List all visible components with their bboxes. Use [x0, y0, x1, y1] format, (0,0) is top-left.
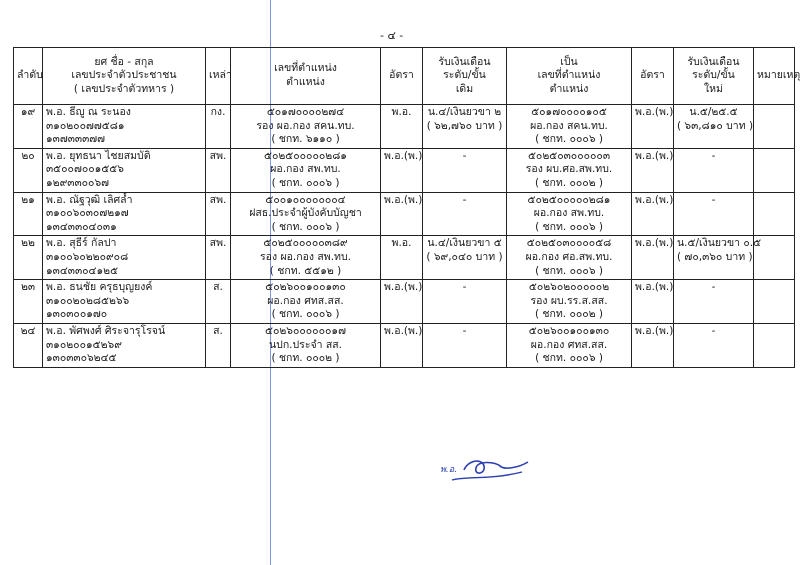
cell-new-position: ๕๐๒๕๐๓๐๐๐๐๕๘ ผอ.กอง ศอ.สพ.ทบ. ( ชกท. ๐๐๐๖ ) — [507, 236, 632, 280]
cell-position: ๕๐๑๗๐๐๐๐๒๗๔ รอง ผอ.กอง สคน.ทบ. ( ชกท. ๖๑๑๐ ) — [231, 105, 381, 149]
cell-no: ๒๐ — [14, 148, 43, 192]
header-old-salary: รับเงินเดือน ระดับ/ขั้น เดิม — [423, 48, 507, 105]
header-remark: หมายเหตุ — [754, 48, 795, 105]
cell-branch: สพ. — [206, 192, 231, 236]
cell-new-position: ๕๐๑๗๐๐๐๐๑๐๕ ผอ.กอง สคน.ทบ. ( ชกท. ๐๐๐๖ ) — [507, 105, 632, 149]
cell-branch: ส. — [206, 280, 231, 324]
cell-branch: กง. — [206, 105, 231, 149]
cell-position: ๕๐๒๖๐๐๑๐๐๑๓๐ ผอ.กอง ศทส.สส. ( ชกท. ๐๐๐๖ ) — [231, 280, 381, 324]
cell-no: ๒๒ — [14, 236, 43, 280]
cell-new-rate: พ.อ.(พ.) — [632, 236, 674, 280]
cell-new-salary: - — [674, 323, 754, 367]
cell-name: พ.อ. สุธีร์ กัลปา ๓๑๐๐๖๐๒๒๐๙๐๘ ๑๓๔๓๓๐๔๑๒๕ — [43, 236, 206, 280]
table-row — [14, 192, 795, 236]
cell-remark — [754, 148, 795, 192]
cell-new-salary: - — [674, 192, 754, 236]
header-no: ลำดับ — [14, 48, 43, 105]
cell-new-position: ๕๐๒๕๐๓๐๐๐๐๐๓ รอง ผบ.ศอ.สพ.ทบ. ( ชกท. ๐๐๐๒ ) — [507, 148, 632, 192]
cell-branch: ส. — [206, 323, 231, 367]
cell-new-rate: พ.อ.(พ.) — [632, 280, 674, 324]
header-position: เลขที่ตำแหน่ง ตำแหน่ง — [231, 48, 381, 105]
cell-name: พ.อ. ยุทธนา ไชยสมบัติ ๓๕๐๐๗๐๐๑๕๕๖ ๑๒๙๓๓๐๐๖๗ — [43, 148, 206, 192]
cell-new-rate: พ.อ.(พ.) — [632, 105, 674, 149]
cell-new-rate: พ.อ.(พ.) — [632, 323, 674, 367]
cell-position: ๕๐๐๑๐๐๐๐๐๐๐๔ ฝสธ.ประจำผู้บังคับบัญชา ( ชกท. ๐๐๐๖ ) — [231, 192, 381, 236]
header-new-salary: รับเงินเดือน ระดับ/ขั้น ใหม่ — [674, 48, 754, 105]
cell-new-salary: น.๕/๒๕.๕ ( ๖๓,๘๑๐ บาท ) — [674, 105, 754, 149]
cell-remark — [754, 323, 795, 367]
header-name: ยศ ชื่อ - สกุล เลขประจำตัวประชาชน ( เลขประจำตัวทหาร ) — [43, 48, 206, 105]
cell-branch: สพ. — [206, 148, 231, 192]
cell-new-rate: พ.อ.(พ.) — [632, 148, 674, 192]
promotion-table — [13, 47, 800, 368]
cell-old-salary: - — [423, 323, 507, 367]
cell-no: ๒๓ — [14, 280, 43, 324]
table-row — [14, 105, 795, 149]
cell-old-salary: - — [423, 192, 507, 236]
header-row — [14, 48, 795, 105]
cell-old-salary: น.๔/เงินยวขา ๒ ( ๖๒,๗๖๐ บาท ) — [423, 105, 507, 149]
cell-new-position: ๕๐๒๖๐๐๑๐๐๑๓๐ ผอ.กอง ศทส.สส. ( ชกท. ๐๐๐๖ ) — [507, 323, 632, 367]
cell-new-rate: พ.อ.(พ.) — [632, 192, 674, 236]
cell-name: พ.อ. พัศพงศ์ ศิระจารุโรจน์ ๓๑๐๒๐๐๑๕๒๖๙ ๑๓๐๓๓๐๖๒๔๕ — [43, 323, 206, 367]
cell-rate: พ.อ. — [381, 236, 423, 280]
cell-new-position: ๕๐๒๖๐๒๐๐๐๐๐๒ รอง ผบ.รร.ส.สส. ( ชกท. ๐๐๐๒ ) — [507, 280, 632, 324]
cell-name: พ.อ. ณัฐวุฒิ เลิศล้ำ ๓๑๐๐๖๐๓๐๗๒๑๗ ๑๓๔๓๓๐๔๐๓๑ — [43, 192, 206, 236]
cell-no: ๑๙ — [14, 105, 43, 149]
cell-remark — [754, 192, 795, 236]
cell-new-salary: น.๕/เงินยวขา ๐.๕ ( ๗๐,๓๖๐ บาท ) — [674, 236, 754, 280]
cell-no: ๒๑ — [14, 192, 43, 236]
header-rate: อัตรา — [381, 48, 423, 105]
cell-old-salary: - — [423, 280, 507, 324]
cell-rate: พ.อ.(พ.) — [381, 280, 423, 324]
cell-rate: พ.อ.(พ.) — [381, 192, 423, 236]
table-row — [14, 280, 795, 324]
cell-no: ๒๔ — [14, 323, 43, 367]
cell-new-position: ๕๐๒๕๐๐๐๐๐๒๘๑ ผอ.กอง สพ.ทบ. ( ชกท. ๐๐๐๖ ) — [507, 192, 632, 236]
cell-rate: พ.อ. — [381, 105, 423, 149]
cell-branch: สพ. — [206, 236, 231, 280]
svg-text:พ.อ.: พ.อ. — [440, 465, 458, 475]
table-row — [14, 236, 795, 280]
cell-new-salary: - — [674, 148, 754, 192]
cell-position: ๕๐๒๕๐๐๐๐๐๒๘๑ ผอ.กอง สพ.ทบ. ( ชกท. ๐๐๐๖ ) — [231, 148, 381, 192]
cell-new-salary: - — [674, 280, 754, 324]
header-new-position: เป็น เลขที่ตำแหน่ง ตำแหน่ง — [507, 48, 632, 105]
page-number: - ๔ - — [380, 29, 404, 42]
header-branch: เหล่า — [206, 48, 231, 105]
table-row — [14, 148, 795, 192]
cell-remark — [754, 105, 795, 149]
table-row — [14, 323, 795, 367]
signature — [438, 446, 533, 488]
cell-old-salary: - — [423, 148, 507, 192]
cell-remark — [754, 280, 795, 324]
cell-name: พ.อ. ธนชัย ครุธบุญยงค์ ๓๑๐๐๒๐๒๘๕๒๖๖ ๑๓๐๓๐๐๑๗๐ — [43, 280, 206, 324]
cell-rate: พ.อ.(พ.) — [381, 323, 423, 367]
cell-rate: พ.อ.(พ.) — [381, 148, 423, 192]
cell-name: พ.อ. ธีญู ณ ระนอง ๓๑๐๒๐๐๗๗๕๘๑ ๑๓๗๓๓๓๗๗ — [43, 105, 206, 149]
header-new-rate: อัตรา — [632, 48, 674, 105]
cell-position: ๕๐๒๕๐๐๐๐๐๓๘๙ รอง ผอ.กอง สพ.ทบ. ( ชกท. ๕๕๑๒ ) — [231, 236, 381, 280]
cell-old-salary: น.๔/เงินยวขา ๕ ( ๖๙,๐๔๐ บาท ) — [423, 236, 507, 280]
cell-position: ๕๐๒๖๐๐๐๐๐๐๑๗ นปก.ประจำ สส. ( ชกท. ๐๐๐๒ ) — [231, 323, 381, 367]
